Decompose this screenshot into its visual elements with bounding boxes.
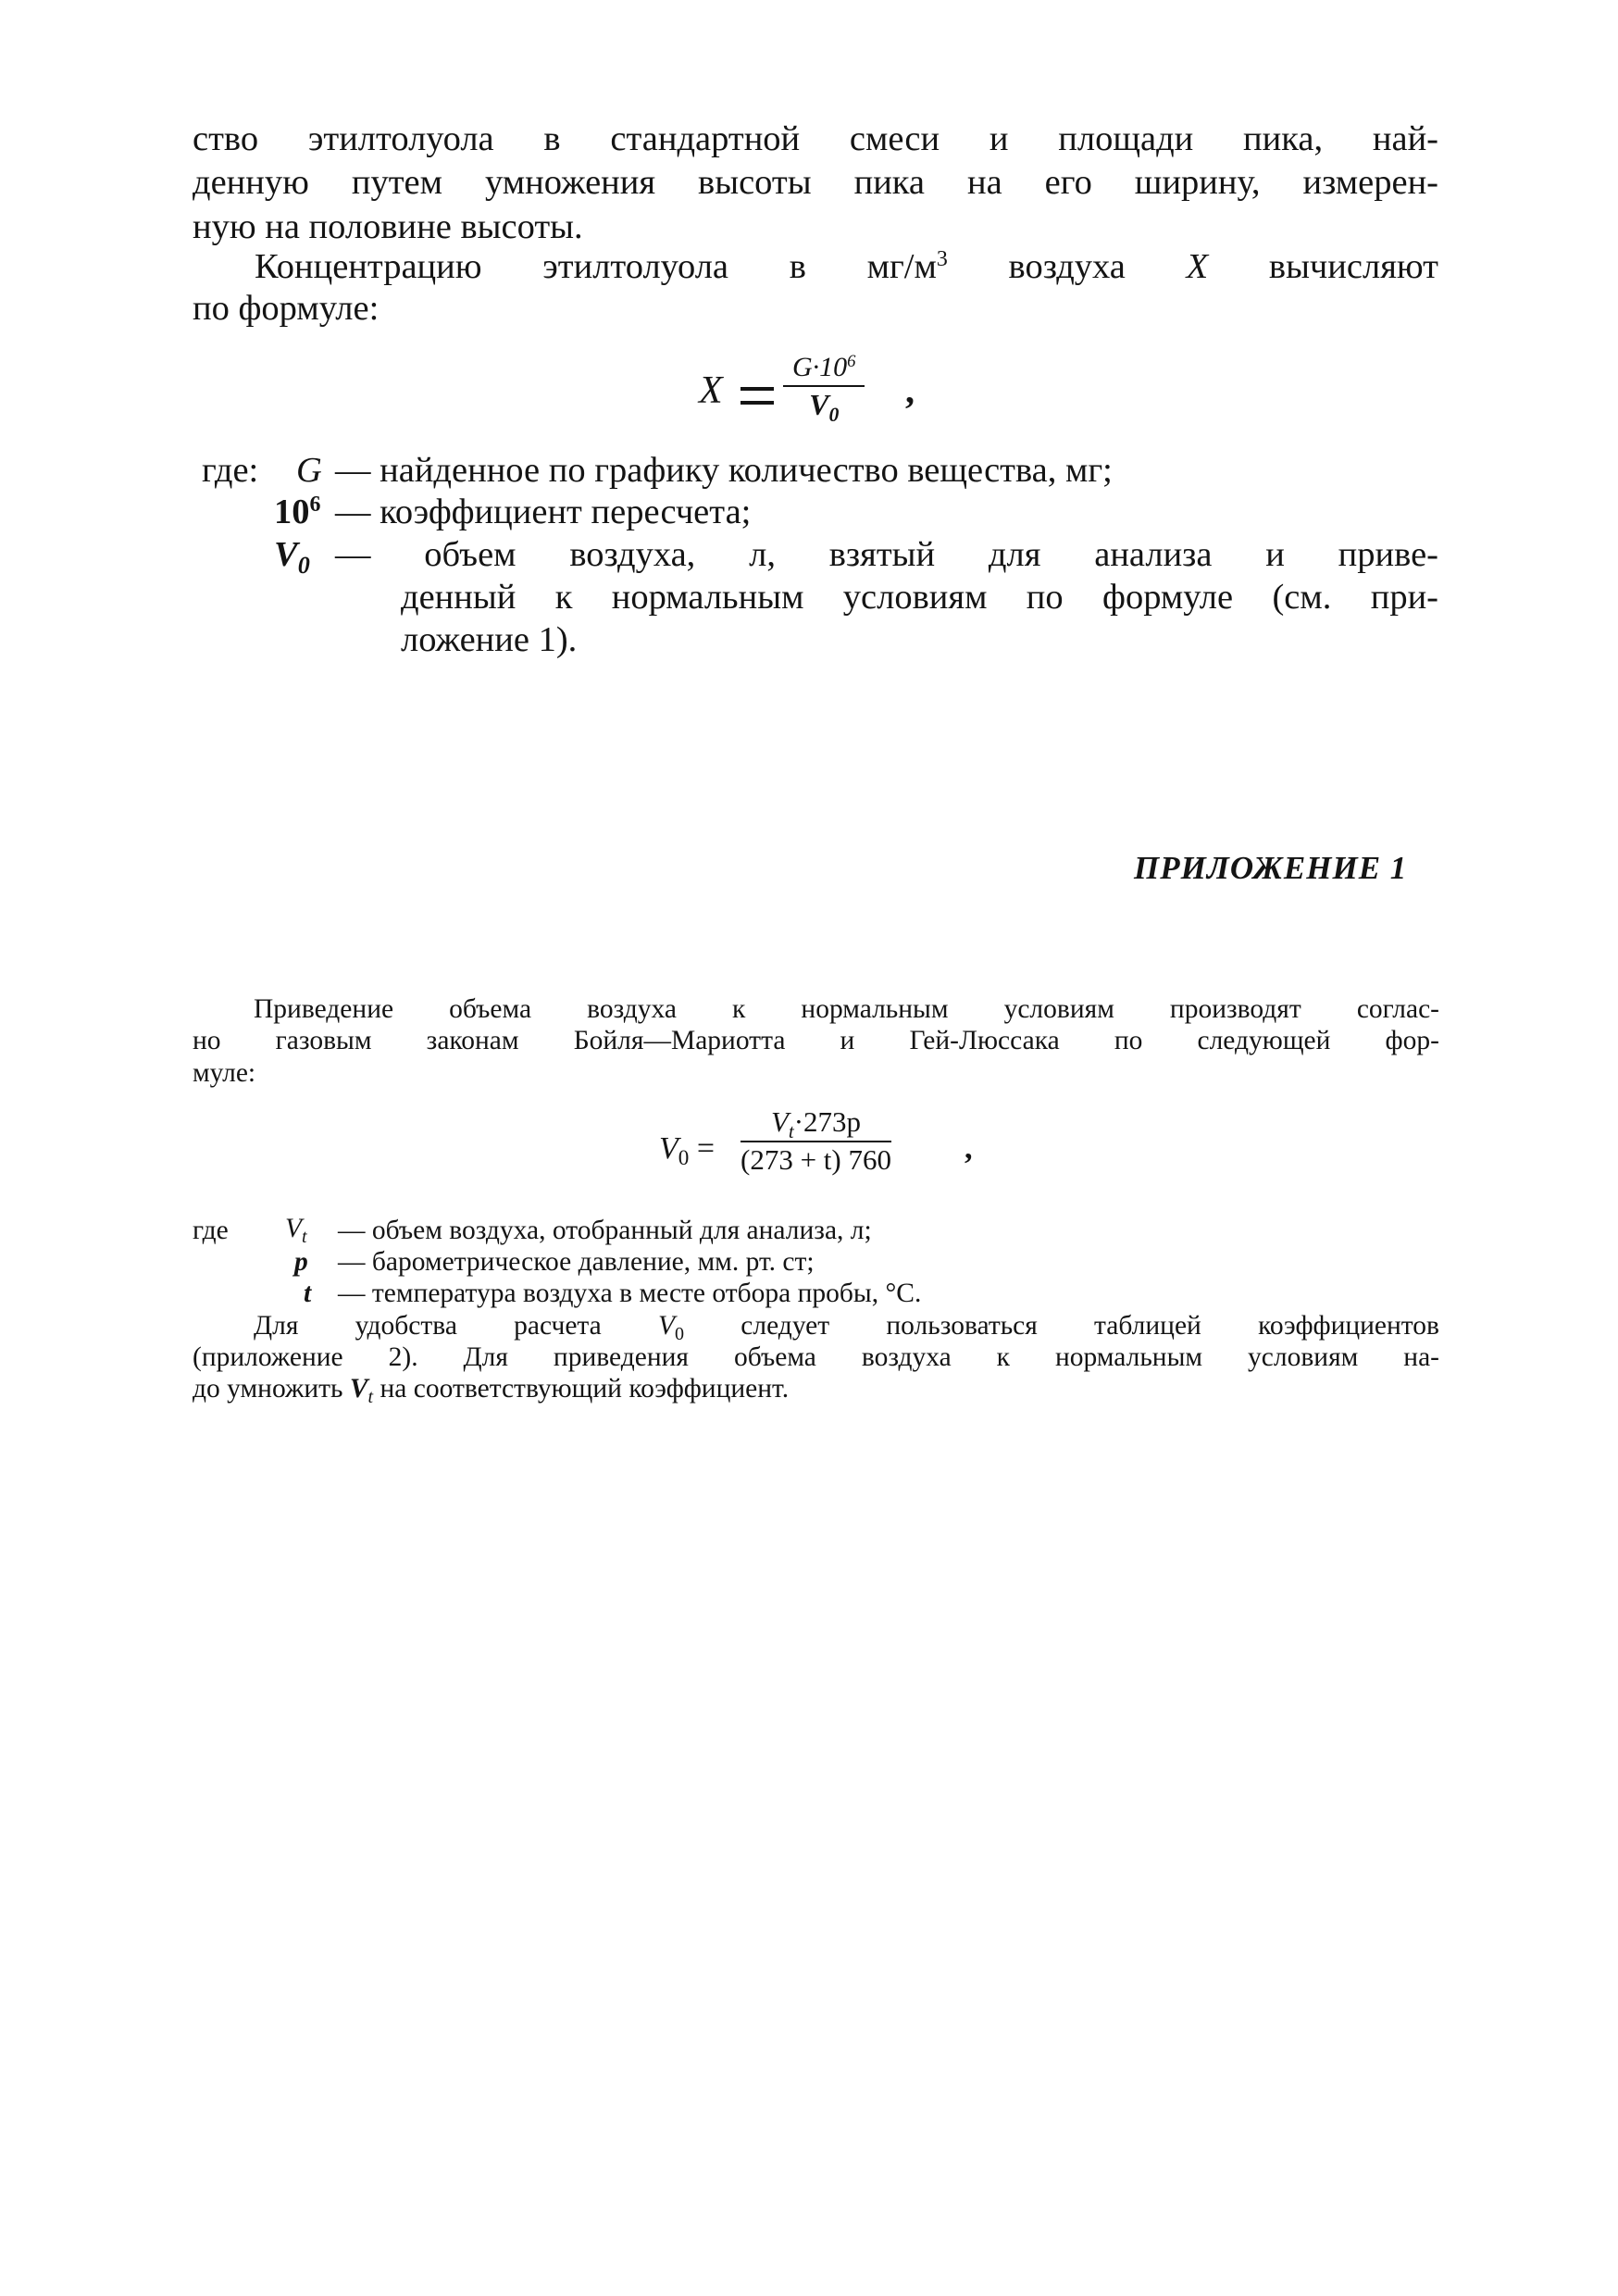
appendix-paragraph-1-line-3: муле: bbox=[193, 1058, 256, 1088]
definition-v0-line-2: денный к нормальным условиям по формуле (см. при- bbox=[401, 578, 1438, 617]
appendix-paragraph-1-line-1: Приведение объема воздуха к нормальным условиям производят соглас- bbox=[254, 994, 1439, 1024]
symbol-v0-subscript: 0 bbox=[297, 552, 310, 580]
symbol-p: p bbox=[294, 1247, 308, 1277]
formula-1-denominator bbox=[809, 387, 840, 426]
formula-2-fraction bbox=[741, 1105, 891, 1177]
formula-1-denominator-text: V bbox=[809, 388, 829, 421]
formula-2-denominator: (273 + t) 760 bbox=[741, 1143, 891, 1176]
symbol-v0 bbox=[274, 534, 310, 580]
definition-coefficient: — коэффициент пересчета; bbox=[335, 493, 752, 531]
symbol-vt-subscript: t bbox=[302, 1227, 307, 1248]
paragraph-2-text-c: вычисляют bbox=[1208, 247, 1438, 286]
definition-p: — барометрическое давление, мм. рт. ст; bbox=[338, 1247, 815, 1277]
paragraph-2-line-1 bbox=[255, 246, 1438, 288]
variable-vt-subscript: t bbox=[367, 1387, 374, 1408]
formula-2-equals: = bbox=[689, 1131, 716, 1166]
formula-1-fraction bbox=[783, 351, 865, 426]
paragraph-2-text-a: Концентрацию этилтолуола в мг/м bbox=[255, 247, 937, 286]
symbol-t: t bbox=[304, 1279, 312, 1308]
appendix-paragraph-2-text-b: следует пользоваться таблицей коэффициентов bbox=[684, 1311, 1439, 1341]
symbol-vt bbox=[285, 1214, 307, 1248]
definition-v0-line-1: — объем воздуха, л, взятый для анализа и приве- bbox=[335, 535, 1438, 574]
paragraph-1-line-3: ную на половине высоты. bbox=[193, 207, 583, 246]
cubic-superscript: 3 bbox=[936, 246, 948, 271]
paragraph-1-line-1: ство этилтолуола в стандартной смеси и площади пика, най- bbox=[193, 119, 1438, 158]
symbol-v0-base: V bbox=[274, 535, 298, 574]
formula-1-numerator-text: G·10 bbox=[792, 352, 848, 382]
symbol-coefficient-base: 10 bbox=[274, 493, 310, 531]
appendix-paragraph-2-line-3 bbox=[193, 1373, 790, 1408]
appendix-paragraph-2-text-c: до умножить bbox=[193, 1374, 350, 1404]
appendix-definitions-intro: где bbox=[193, 1216, 229, 1245]
paragraph-2-line-2: по формуле: bbox=[193, 289, 380, 328]
definitions-intro: где: bbox=[202, 451, 259, 490]
formula-1-comma: , bbox=[905, 369, 915, 411]
symbol-g: G bbox=[296, 451, 322, 490]
formula-2-numerator bbox=[758, 1105, 874, 1141]
formula-1-denominator-subscript: 0 bbox=[828, 403, 840, 426]
appendix-paragraph-2-line-2: (приложение 2). Для приведения объема воздуха к нормальным условиям на- bbox=[193, 1342, 1439, 1372]
definition-t: — температура воздуха в месте отбора пробы, °С. bbox=[338, 1279, 922, 1308]
formula-1-numerator-exponent: 6 bbox=[847, 351, 856, 371]
variable-v-subscript: 0 bbox=[675, 1324, 685, 1345]
appendix-paragraph-2-text-a: Для удобства расчета bbox=[254, 1311, 658, 1341]
symbol-coefficient bbox=[274, 492, 320, 532]
definition-g: — найденное по графику количество вещества, мг; bbox=[335, 451, 1113, 490]
appendix-paragraph-1-line-2: но газовым законам Бойля—Мариотта и Гей-Люссака по следующей фор- bbox=[193, 1026, 1439, 1055]
formula-2-numerator-v: V bbox=[770, 1105, 789, 1138]
formula-1-numerator bbox=[783, 352, 865, 385]
formula-2-numerator-subscript: t bbox=[788, 1119, 794, 1142]
formula-2-lhs-base: V bbox=[659, 1131, 678, 1166]
variable-vt: V bbox=[349, 1374, 368, 1404]
formula-2-lhs bbox=[659, 1131, 716, 1171]
definition-v0-line-3: ложение 1). bbox=[401, 620, 578, 659]
paragraph-2-text-b: воздуха bbox=[947, 247, 1187, 286]
formula-1-equals-sign bbox=[741, 387, 774, 405]
definition-vt: — объем воздуха, отобранный для анализа, л; bbox=[338, 1216, 872, 1245]
appendix-paragraph-2-text-d: на соответствующий коэффициент. bbox=[373, 1374, 790, 1404]
formula-2-lhs-subscript: 0 bbox=[678, 1146, 690, 1171]
formula-2-comma: , bbox=[965, 1131, 973, 1166]
symbol-coefficient-exponent: 6 bbox=[309, 492, 321, 517]
appendix-heading: ПРИЛОЖЕНИЕ 1 bbox=[1134, 850, 1408, 886]
formula-1-lhs: X bbox=[699, 369, 723, 412]
variable-x: X bbox=[1186, 247, 1209, 286]
appendix-paragraph-2-line-1 bbox=[254, 1310, 1439, 1345]
symbol-vt-base: V bbox=[285, 1214, 303, 1243]
paragraph-1-line-2: денную путем умножения высоты пика на его ширину, измерен- bbox=[193, 163, 1438, 202]
variable-v: V bbox=[658, 1311, 676, 1341]
formula-2-numerator-rest: ·273p bbox=[793, 1105, 862, 1138]
